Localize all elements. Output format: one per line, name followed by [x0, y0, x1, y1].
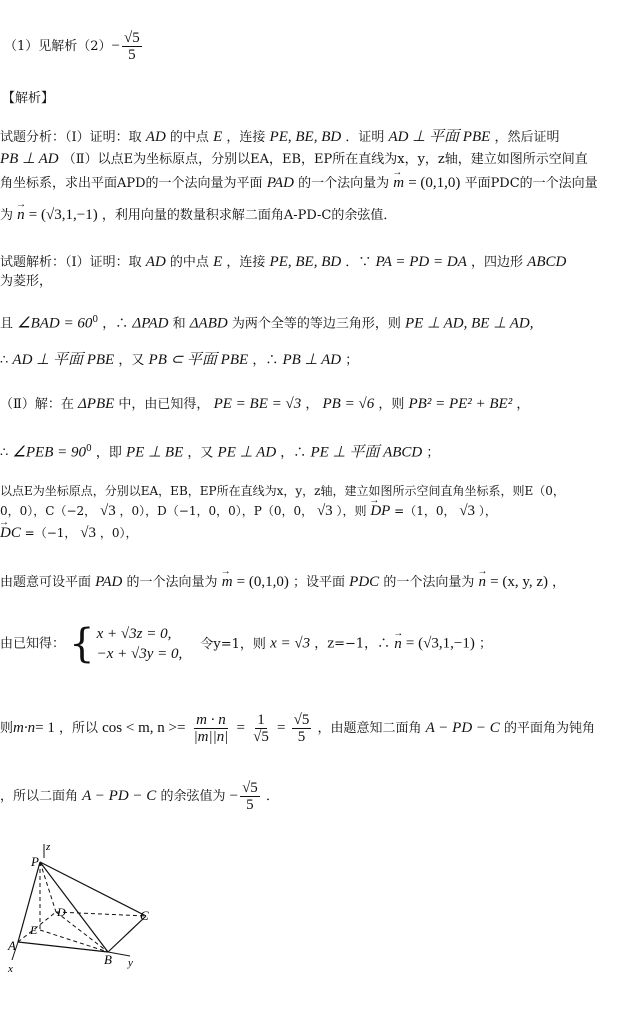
text: 角坐标系，求出平面APD的一个法向量为平面: [0, 176, 263, 191]
text: 中，由已知得，: [118, 397, 210, 412]
text: 试题分析：（Ⅰ）证明：取: [0, 130, 142, 145]
label-d: D: [57, 905, 66, 919]
text: ，即: [95, 445, 122, 461]
text: ，∴: [252, 353, 279, 368]
text: （Ⅱ）以点E为坐标原点，分别以EA，EB，EP所在直线为x，y，z轴，建立如图所示空间直: [62, 152, 588, 167]
fraction-den: √5: [253, 729, 269, 745]
math: √3: [99, 503, 116, 519]
label-x: x: [8, 963, 13, 975]
vector-m: → m: [222, 573, 233, 591]
analysis-line-2: [0, 150, 630, 169]
text: ；: [478, 636, 492, 652]
edge-pb: [40, 862, 108, 952]
text: 且: [0, 316, 14, 332]
label-p: P: [31, 854, 39, 869]
fraction-1-sqrt5: [251, 712, 271, 745]
text: ，∴: [280, 445, 307, 461]
text: ，连接: [226, 130, 266, 145]
text: =（−1，: [24, 526, 77, 540]
text: ．: [265, 789, 279, 804]
text: ；设平面: [293, 575, 346, 590]
answer-fraction-den: 5: [128, 47, 136, 63]
text: 为两个全等的等边三角形，则: [231, 316, 401, 332]
equation-2: −x + √3y = 0,: [96, 646, 183, 662]
fraction-den: 5: [246, 797, 254, 813]
text: ，利用向量的数量积求解二面角A-PD-C的余弦值．: [101, 208, 397, 223]
math: PB ⊂ 平面 PBE: [148, 352, 249, 368]
text: 的一个法向量为: [383, 575, 475, 590]
math: √3: [316, 503, 333, 519]
analysis-line-4: [0, 206, 630, 225]
math: ABCD: [527, 254, 567, 270]
solution-line-8: [0, 502, 630, 520]
math: = (0,1,0): [236, 574, 289, 590]
answer-fraction-num: √5: [124, 30, 140, 46]
text: ，由题意知二面角: [317, 721, 422, 736]
math: AD ⊥ 平面 PBE: [388, 129, 491, 145]
text: ．证明: [345, 130, 385, 145]
math: −: [229, 788, 239, 804]
text: =（1，0，: [394, 504, 456, 518]
math: PE, BE, BD: [269, 129, 342, 145]
solution-line-12: [0, 712, 630, 745]
solution-line-4: [0, 351, 630, 370]
text: ，0），: [99, 526, 138, 540]
math: x = √3: [270, 635, 311, 652]
text: 由题意可设平面: [0, 575, 92, 590]
analysis-line-1: [0, 128, 630, 147]
fraction-sqrt5-5: [292, 712, 312, 745]
solution-line-13: [0, 780, 630, 813]
math: PE ⊥ 平面 ABCD: [310, 444, 423, 461]
text: 的一个法向量为: [298, 176, 390, 191]
text: 0，0），C（−2，: [0, 504, 97, 518]
text: ，: [516, 397, 530, 412]
text: 的一个法向量为: [126, 575, 218, 590]
fraction-den: 5: [297, 729, 306, 745]
solution-line-3: [0, 311, 630, 333]
fraction-den: |m||n|: [193, 729, 229, 745]
math: ∠BAD = 60: [17, 315, 93, 332]
label-a: A: [8, 938, 16, 953]
text: 由已知得：: [0, 636, 66, 652]
solution-line-11: [0, 621, 630, 667]
solution-line-10: [0, 573, 630, 592]
text: ，所以: [58, 721, 98, 736]
text: 则: [0, 721, 14, 736]
solution-line-1: [0, 253, 630, 272]
vector-n: → n: [394, 635, 402, 653]
text: 的余弦值为: [160, 789, 226, 804]
math: PE ⊥ AD: [217, 444, 277, 461]
answer-part1: （1）见解析（2）: [4, 39, 112, 54]
edge-ab: [18, 942, 108, 952]
math: =: [277, 720, 286, 736]
answer-neg: −: [111, 38, 121, 54]
math: PB = √6: [322, 396, 375, 412]
vector-n: → n: [17, 206, 25, 224]
math: PE ⊥ AD, BE ⊥ AD,: [405, 315, 534, 332]
text: ），则: [336, 504, 367, 518]
math: PB ⊥ AD: [0, 151, 59, 167]
brace-icon: {: [69, 621, 95, 667]
math: PA = PD = DA: [375, 254, 467, 270]
equation-system: [69, 621, 183, 667]
degree: 0: [92, 315, 99, 325]
equation-1: x + √3z = 0,: [96, 626, 172, 642]
label-e: E: [30, 923, 38, 937]
solution-line-2: 为菱形，: [0, 274, 53, 289]
math: = (√3,1,−1): [405, 635, 475, 652]
text: ，: [305, 397, 319, 412]
math: √3: [459, 503, 476, 519]
section-title: 【解析】: [2, 91, 55, 106]
math: = (√3,1,−1): [28, 207, 98, 223]
text: 的中点: [169, 130, 209, 145]
text: ；: [426, 445, 440, 461]
vector-n: → n: [478, 573, 486, 591]
vector-dp: → DP: [370, 502, 390, 520]
math: = 1: [35, 720, 55, 736]
analysis-line-3: [0, 174, 630, 193]
fraction-num: √5: [293, 712, 310, 728]
math: m·n: [13, 720, 36, 736]
text: ，又: [187, 445, 214, 461]
text: ，四边形: [471, 255, 524, 270]
math: =: [236, 720, 245, 736]
edge-dc: [56, 912, 146, 916]
fraction-num: 1: [257, 712, 265, 728]
math: ΔPBE: [77, 396, 115, 412]
text: ），: [478, 504, 497, 518]
edge-pc: [40, 862, 146, 916]
text: 平面PDC的一个法向量: [464, 176, 598, 191]
math: ΔABD: [189, 315, 228, 332]
math: AD ⊥ 平面 PBE: [12, 352, 115, 368]
text: 为: [0, 208, 14, 223]
vector-m: → m: [393, 174, 404, 192]
text: ，0），D（−1，0，0），P（0，0，: [119, 504, 314, 518]
math: PB² = PE² + BE²: [408, 396, 513, 412]
fraction-num: √5: [242, 780, 258, 796]
text: ∴: [0, 353, 9, 368]
math: cos < m, n >=: [102, 720, 186, 736]
math: AD: [145, 129, 166, 145]
text: ．∵: [345, 255, 372, 270]
math: = (x, y, z): [490, 574, 548, 590]
text: ，所以二面角: [0, 789, 79, 804]
solution-line-7: 以点E为坐标原点，分别以EA，EB，EP所在直线为x，y，z轴，建立如图所示空间直角坐标系，则E（0，: [0, 484, 565, 498]
math: A − PD − C: [82, 788, 157, 804]
text: ，z=−1，∴: [314, 636, 391, 652]
math: = (0,1,0): [408, 175, 461, 191]
label-z: z: [46, 841, 51, 853]
math: PE, BE, BD: [269, 254, 342, 270]
answer-line: [0, 30, 630, 63]
text: 和: [172, 316, 186, 332]
solution-line-5: [0, 395, 630, 414]
text: （Ⅱ）解：在: [0, 397, 74, 412]
text: 试题解析：（Ⅰ）证明：取: [0, 255, 142, 270]
text: ，然后证明: [494, 130, 560, 145]
math: PE ⊥ BE: [126, 444, 184, 461]
text: ，: [552, 575, 566, 590]
label-y: y: [128, 957, 133, 969]
math: √3: [80, 525, 96, 541]
text: ，又: [118, 353, 145, 368]
math: E: [213, 254, 223, 270]
fraction-num: m · n: [196, 712, 226, 728]
answer-fraction: [122, 30, 142, 63]
fraction-result: [240, 780, 260, 813]
fraction-cos: [192, 712, 231, 745]
text: 的平面角为钝角: [503, 721, 595, 736]
math: A − PD − C: [425, 720, 500, 736]
text: 令y=1，则: [200, 636, 266, 652]
solution-line-9: [0, 524, 630, 542]
label-b: B: [104, 952, 112, 967]
math: PAD: [95, 574, 123, 590]
vector-dc: → DC: [0, 524, 21, 542]
degree: 0: [85, 444, 92, 454]
text: ，连接: [226, 255, 266, 270]
text: 的中点: [169, 255, 209, 270]
text: ，∴: [102, 316, 129, 332]
solution-line-6: [0, 440, 630, 462]
label-c: C: [140, 908, 149, 923]
math: ΔPAD: [132, 315, 169, 332]
pyramid-figure: [0, 840, 200, 1000]
text: ；: [345, 353, 359, 368]
math: PB ⊥ AD: [282, 352, 342, 368]
math: PDC: [349, 574, 380, 590]
math: ∠PEB = 90: [12, 444, 86, 461]
text: ，则: [378, 397, 405, 412]
math: PAD: [266, 175, 294, 191]
math: E: [213, 129, 223, 145]
text: ∴: [0, 445, 9, 461]
math: AD: [145, 254, 166, 270]
math: PE = BE = √3: [213, 396, 302, 412]
